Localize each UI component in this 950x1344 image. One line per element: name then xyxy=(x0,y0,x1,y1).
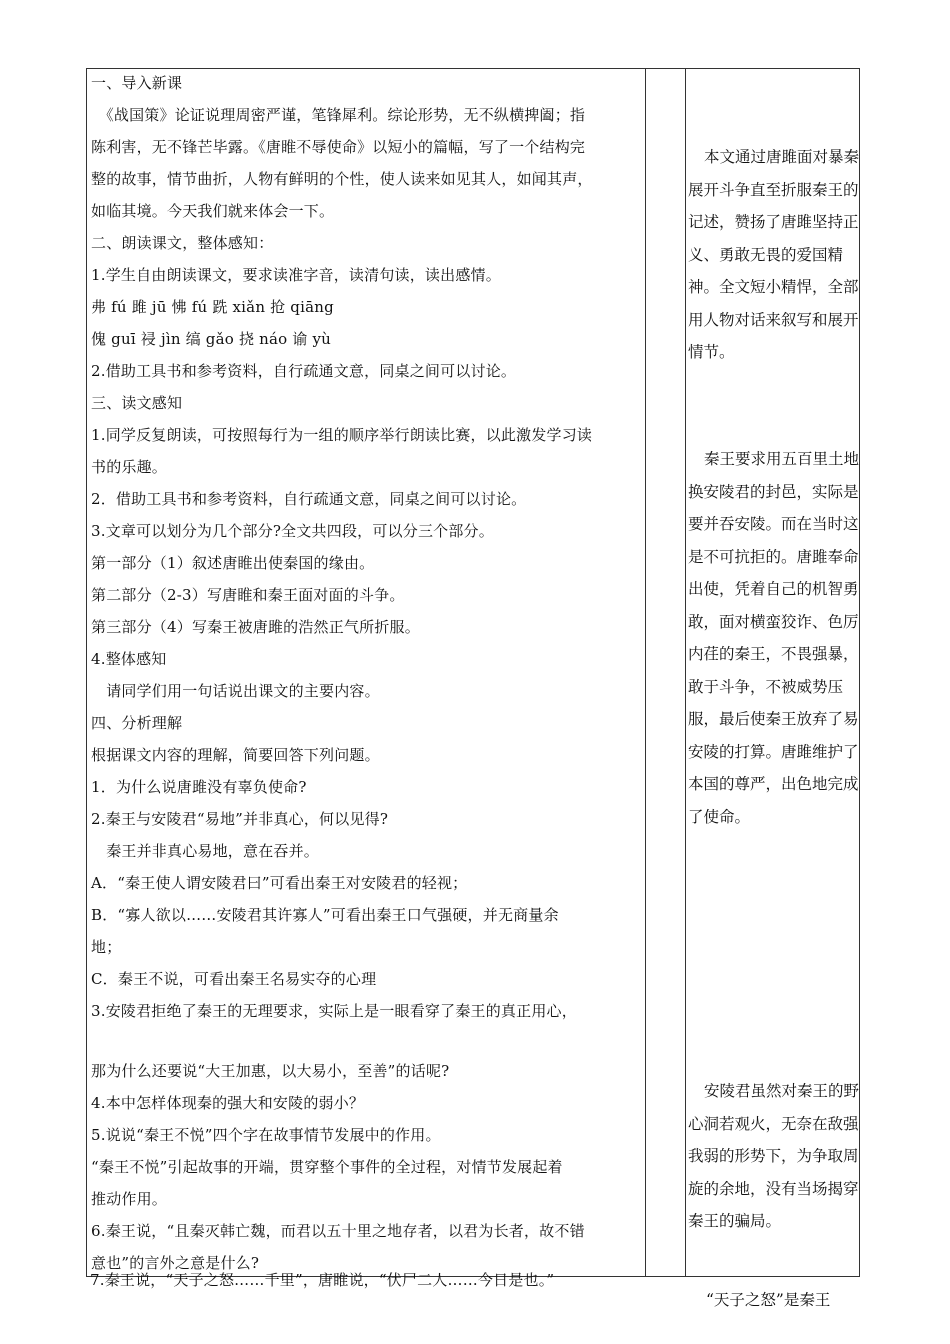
question-line: 那为什么还要说“大王加惠，以大易小，至善”的话呢? xyxy=(91,1062,450,1080)
analysis-line: 根据课文内容的理解，简要回答下列问题。 xyxy=(91,746,380,764)
question-line: 1．为什么说唐雎没有辜负使命? xyxy=(91,778,307,796)
structure-part-line: 第二部分（2-3）写唐睢和秦王面对面的斗争。 xyxy=(91,586,405,604)
intro-paragraph-line: 陈利害，无不锋芒毕露。《唐睢不辱使命》以短小的篇幅，写了一个结构完 xyxy=(91,138,586,156)
note-anling-lord: 安陵君虽然对秦王的野心洞若观火，无奈在敌强我弱的形势下，为争取周旋的余地，没有当场揭穿秦王的骗局。 xyxy=(688,1082,860,1230)
structure-part-line: 第一部分（1）叙述唐睢出使秦国的缘由。 xyxy=(91,554,375,572)
question-line: 3.安陵君拒绝了秦王的无理要求，实际上是一眼看穿了秦王的真正用心， xyxy=(91,1002,577,1020)
pronunciation-line: 傀 guī 祲 jìn 缟 gǎo 挠 náo 谕 yù xyxy=(91,330,332,348)
section-heading-reading: 二、朗读课文，整体感知： xyxy=(91,234,274,252)
question-line: 5.说说“秦王不悦”四个字在故事情节发展中的作用。 xyxy=(91,1126,441,1144)
perception-line: 1.同学反复朗读，可按照每行为一组的顺序举行朗读比赛，以此激发学习读 xyxy=(91,426,593,444)
answer-line: 秦王并非真心易地，意在吞并。 xyxy=(91,842,320,860)
intro-paragraph-line: 如临其境。今天我们就来体会一下。 xyxy=(91,202,335,220)
lesson-table xyxy=(86,68,860,1277)
answer-line: C．秦王不说，可看出秦王名易实夺的心理 xyxy=(91,970,377,988)
answer-line: B．“寡人欲以……安陵君其许寡人”可看出秦王口气强硬，并无商量余 xyxy=(91,906,559,924)
structure-part-line: 第三部分（4）写秦王被唐雎的浩然正气所折服。 xyxy=(91,618,420,636)
question-line: 4.本中怎样体现秦的强大和安陵的弱小？ xyxy=(91,1094,365,1112)
note-continued: “天子之怒”是秦王 xyxy=(706,1291,831,1309)
answer-line: “秦王不悦”引起故事的开端，贯穿整个事件的全过程，对情节发展起着 xyxy=(91,1158,563,1176)
lesson-content-column xyxy=(87,69,646,1276)
blank-column xyxy=(646,69,686,1276)
perception-line: 4.整体感知 xyxy=(91,650,167,668)
question-line: 6.秦王说，“且秦灭韩亡魏，而君以五十里之地存者，以君为长者，故不错 xyxy=(91,1222,585,1240)
perception-line: 3.文章可以划分为几个部分?全文共四段，可以分三个部分。 xyxy=(91,522,494,540)
section-heading-analysis: 四、分析理解 xyxy=(91,714,183,732)
answer-line: 地； xyxy=(91,938,122,956)
question-line: 意也”的言外之意是什么? xyxy=(91,1254,260,1272)
perception-line: 请同学们用一句话说出课文的主要内容。 xyxy=(91,682,380,700)
question-line: 2.秦王与安陵君“易地”并非真心，何以见得? xyxy=(91,810,389,828)
section-heading-perception: 三、读文感知 xyxy=(91,394,183,412)
intro-paragraph-line: 《战国策》论证说理周密严谨，笔锋犀利。综论形势，无不纵横捭阖；指 xyxy=(91,106,586,124)
note-qin-king: 秦王要求用五百里土地换安陵君的封邑，实际是要并吞安陵。而在当时这是不可抗拒的。唐雎奉命出使，凭着自己的机智勇敢，面对横蛮狡诈、色厉内荏的秦王，不畏强暴，敢于斗争，不被威势压服，最后使秦王放弃了易安陵的打算。唐雎维护了本国的尊严，出色地完成了使命。 xyxy=(688,450,860,826)
perception-line: 书的乐趣。 xyxy=(91,458,168,476)
perception-line: 2．借助工具书和参考资料，自行疏通文意，同桌之间可以讨论。 xyxy=(91,490,527,508)
notes-column xyxy=(686,69,861,1276)
pronunciation-line: 弗 fú 雎 jū 怫 fú 跣 xiǎn 抢 qiāng xyxy=(91,298,334,316)
reading-step-line: 1.学生自由朗读课文，要求读准字音，读清句读，读出感情。 xyxy=(91,266,501,284)
answer-line: 推动作用。 xyxy=(91,1190,168,1208)
answer-line: A．“秦王使人谓安陵君曰”可看出秦王对安陵君的轻视； xyxy=(91,874,468,892)
question-line-overflow: 7.秦王说，“天子之怒……千里”，唐睢说，“伏尸二人……今日是也。” xyxy=(90,1271,555,1289)
section-heading-intro: 一、导入新课 xyxy=(91,74,183,92)
intro-paragraph-line: 整的故事，情节曲折，人物有鲜明的个性，使人读来如见其人，如闻其声， xyxy=(91,170,593,188)
reading-step-line: 2.借助工具书和参考资料，自行疏通文意，同桌之间可以讨论。 xyxy=(91,362,517,380)
note-theme: 本文通过唐雎面对暴秦展开斗争直至折服秦王的记述，赞扬了唐雎坚持正义、勇敢无畏的爱国精神。全文短小精悍，全部用人物对话来叙写和展开情节。 xyxy=(688,148,860,361)
